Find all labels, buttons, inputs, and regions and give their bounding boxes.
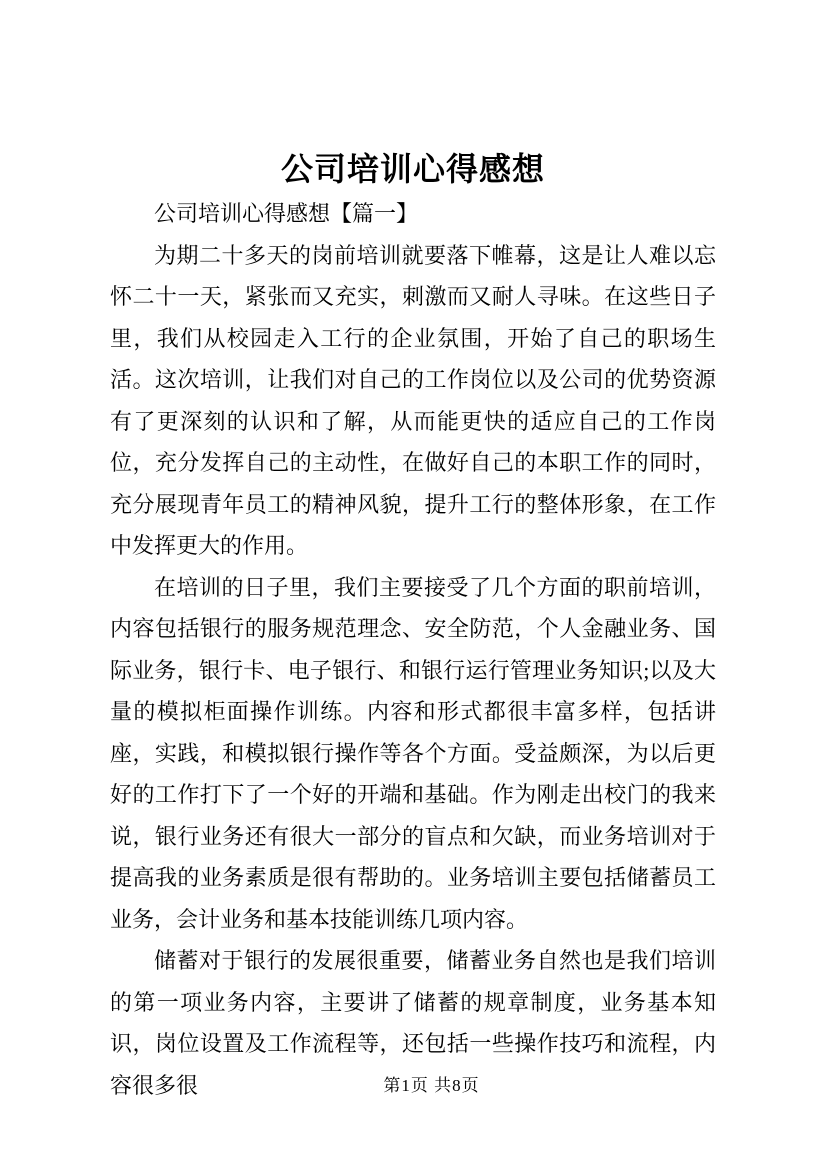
document-title: 公司培训心得感想 [280, 151, 545, 187]
paragraph-2: 在培训的日子里，我们主要接受了几个方面的职前培训，内容包括银行的服务规范理念、安全防范，个人金融业务、国际业务，银行卡、电子银行、和银行运行管理业务知识;以及大量的模拟柜面操作训练。内容和形式都很丰富多样，包括讲座，实践，和模拟银行操作等各个方面。受益颇深，为以后更好的工作打下了一个好的开端和基础。作为刚走出校门的我来说，银行业务还有很大一部分的盲点和欠缺，而业务培训对于提高我的业务素质是很有帮助的。业务培训主要包括储蓄员工业务，会计业务和基本技能训练几项内容。 [110, 574, 716, 932]
page-number-footer: 第1页 共8页 [383, 1076, 480, 1095]
paragraph-1: 为期二十多天的岗前培训就要落下帷幕，这是让人难以忘怀二十一天，紧张而又充实，刺激而又耐人寻味。在这些日子里，我们从校园走入工行的企业氛围，开始了自己的职场生活。这次培训，让我们对自己的工作岗位以及公司的优势资源有了更深刻的认识和了解，从而能更快的适应自己的工作岗位，充分发挥自己的主动性，在做好自己的本职工作的同时，充分展现青年员工的精神风貌，提升工行的整体形象，在工作中发挥更大的作用。 [110, 242, 716, 558]
document-subtitle: 公司培训心得感想【篇一】 [154, 201, 419, 226]
paragraph-3: 储蓄对于银行的发展很重要，储蓄业务自然也是我们培训的第一项业务内容，主要讲了储蓄的规章制度，业务基本知识，岗位设置及工作流程等，还包括一些操作技巧和流程，内容很多很 [110, 948, 716, 1098]
